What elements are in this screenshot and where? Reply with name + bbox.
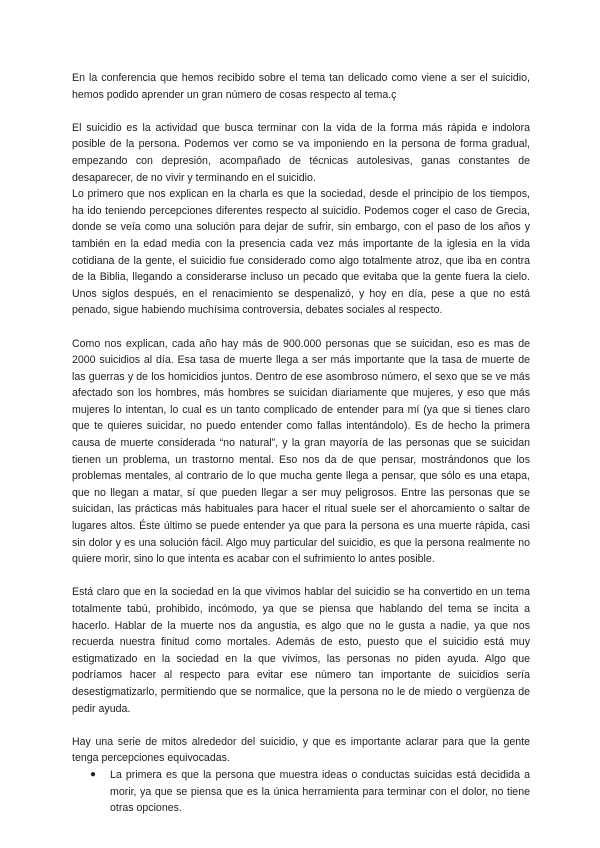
statistics-paragraph: Como nos explican, cada año hay más de 900.000 personas que se suicidan, eso es mas de 2000 suicidios al día. Esa tasa de muerte llega a ser más importante que la tasa de muerte de las guerras y de los homicidios juntos. Dentro de ese asombroso número, el sexo que se ve más afectado son los hombres, más hombres se suicidan diariamente que mujeres, y eso que más mujeres lo intentan, lo cual es un tanto complicado de entender para mí (ya que si tienes claro que te quieres suicidar, no puedo entender como fallas intentándolo). Es de hecho la primera causa de muerte considerada “no natural”, y la gran mayoría de las personas que se suicidan tienen un problema, un trastorno mental. Eso nos da de que pensar, mostrándonos que los problemas mentales, al contrario de lo que mucha gente llega a pensar, que sólo es una etapa, que no llegan a matar, sí que pueden llegar a ser muy peligrosos. Entre las personas que se suicidan, las prácticas más habituales para hacer el ritual suele ser el ahorcamiento o saltar de lugares altos. Éste último se puede entender ya que para la persona es una muerte rápida, casi sin dolor y es una solución fácil. Algo muy particular del suicidio, es que la persona realmente no quiere morir, sino lo que intenta es acabar con el sufrimiento lo antes posible. [72, 337, 530, 566]
myths-intro-paragraph: Hay una serie de mitos alrededor del suicidio, y que es importante aclarar para que la gente tenga percepciones equivocadas. [72, 735, 530, 765]
document-page [72, 70, 530, 817]
history-paragraph: Lo primero que nos explican en la charla es que la sociedad, desde el principio de los tiempos, ha ido teniendo percepciones diferentes respecto al suicidio. Podemos coger el caso de Grecia, donde se veía como una solución para dejar de sufrir, sin embargo, con el paso de los años y también en la edad media con la presencia cada vez más importante de la iglesia en la vida cotidiana de la gente, el suicidio fue considerado como algo totalmente atroz, que iba en contra de la Biblia, llegando a considerarse incluso un pecado que evitaba que la gente fuera la cielo. Unos siglos después, en el renacimiento se despenalizó, y hoy en día, pese a que no está penado, sigue habiendo muchísima controversia, debates sociales al respecto. [72, 188, 530, 317]
definition-paragraph: El suicidio es la actividad que busca terminar con la vida de la forma más rápida e indolora posible de la persona. Podemos ver como se va imponiendo en la persona de forma gradual, empezando con depresión, acompañado de técnicas autolesivas, ganas constantes de desaparecer, de no vivir y terminando en el suicidio. [72, 121, 530, 184]
intro-paragraph: En la conferencia que hemos recibido sobre el tema tan delicado como viene a ser el suicidio, hemos podido aprender un gran número de cosas respecto al tema.ç [72, 72, 530, 101]
list-item [90, 767, 530, 817]
myths-list [72, 767, 530, 817]
taboo-paragraph: Está claro que en la sociedad en la que vivimos hablar del suicidio se ha convertido en un tema totalmente tabú, prohibido, incómodo, ya que se piensa que hablando del tema se incita a hacerlo. Hablar de la muerte nos da angustia, es algo que no le gusta a nadie, ya que nos recuerda nuestra finitud como mortales. Además de esto, puesto que el suicidio está muy estigmatizado en la sociedad en la que vivimos, las personas no piden ayuda. Algo que podríamos hacer al respecto para evitar ese número tan importante de suicidios sería desestigmatizarlo, permitiendo que se normalice, que la persona no le de miedo o vergüenza de pedir ayuda. [72, 586, 530, 715]
myth-text: La primera es que la persona que muestra ideas o conductas suicidas está decidida a morir, ya que se piensa que es la única herramienta para terminar con el dolor, no tiene otras opciones. [110, 768, 530, 815]
bullet-icon: ● [90, 768, 97, 780]
